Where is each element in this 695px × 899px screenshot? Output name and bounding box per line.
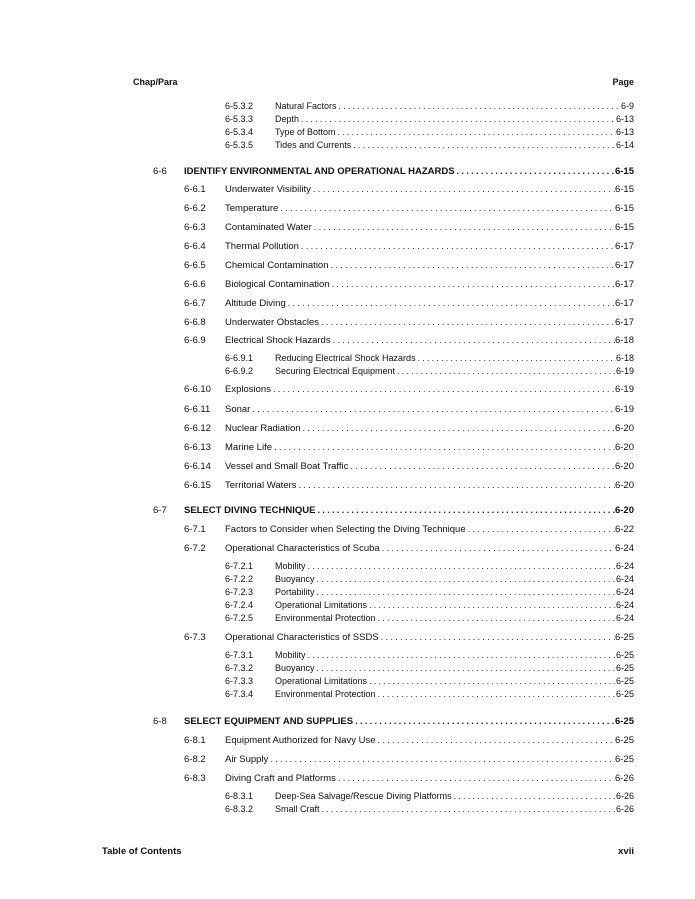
toc-entry[interactable] (184, 422, 634, 435)
toc-entry[interactable] (225, 139, 634, 151)
toc-entry-title: IDENTIFY ENVIRONMENTAL AND OPERATIONAL HAZARDS (184, 166, 455, 177)
dot-leader (338, 772, 615, 785)
toc-entry-page: 6-19 (614, 404, 634, 415)
dot-leader (331, 259, 615, 272)
toc-entry-page: 6-15 (614, 184, 634, 195)
toc-entry-page: 6-18 (614, 335, 634, 346)
toc-entry[interactable] (153, 504, 634, 517)
toc-entry[interactable] (184, 403, 634, 416)
toc-entry-title: Buoyancy (275, 663, 315, 673)
dot-leader (298, 479, 615, 492)
toc-entry[interactable] (225, 675, 634, 687)
toc-entry-title: SELECT DIVING TECHNIQUE (184, 505, 316, 516)
toc-entry[interactable] (184, 240, 634, 253)
toc-entry-number: 6-6.7 (184, 298, 206, 309)
toc-entry-title: Temperature (225, 203, 279, 214)
toc-entry-page: 6-25 (614, 754, 634, 765)
dot-leader (454, 790, 616, 802)
dot-leader (314, 221, 615, 234)
header-page: Page (612, 77, 634, 87)
toc-entry-page: 6-20 (614, 442, 634, 453)
toc-entry-number: 6-8.3.1 (225, 791, 254, 801)
toc-entry-number: 6-7.2.3 (225, 587, 254, 597)
toc-entry[interactable] (184, 542, 634, 555)
dot-leader (378, 734, 615, 747)
toc-entry-number: 6-6.5 (184, 260, 206, 271)
toc-entry-page: 6-25 (615, 650, 634, 660)
toc-entry-page: 6-17 (614, 317, 634, 328)
toc-entry-title: Equipment Authorized for Navy Use (225, 735, 376, 746)
dot-leader (313, 183, 615, 196)
toc-entry-title: Chemical Contamination (225, 260, 329, 271)
toc-entry-title: Explosions (225, 384, 271, 395)
dot-leader (270, 753, 615, 766)
toc-entry[interactable] (225, 586, 634, 598)
toc-entry-number: 6-6.9 (184, 335, 206, 346)
toc-entry[interactable] (225, 790, 634, 802)
toc-entry[interactable] (184, 297, 634, 310)
toc-entry-title: Operational Characteristics of Scuba (225, 543, 380, 554)
toc-entry[interactable] (184, 202, 634, 215)
toc-entry-title: Tides and Currents (275, 140, 352, 150)
toc-entry-page: 6-20 (614, 461, 634, 472)
toc-entry-number: 6-5.3.4 (225, 127, 254, 137)
dot-leader (332, 278, 615, 291)
toc-entry[interactable] (184, 753, 634, 766)
toc-entry-number: 6-7.2.4 (225, 600, 254, 610)
toc-entry[interactable] (225, 573, 634, 585)
toc-entry[interactable] (225, 113, 634, 125)
toc-entry-title: Environmental Protection (275, 689, 376, 699)
toc-entry-number: 6-7 (153, 505, 167, 516)
dot-leader (274, 441, 615, 454)
dot-leader (353, 139, 616, 151)
toc-entry-number: 6-6.1 (184, 184, 206, 195)
toc-entry-page: 6-24 (615, 574, 634, 584)
toc-entry-number: 6-7.1 (184, 524, 206, 535)
toc-entry-title: Biological Contamination (225, 279, 330, 290)
dot-leader (308, 649, 616, 661)
toc-entry-page: 6-25 (615, 689, 634, 699)
toc-entry-number: 6-6.13 (184, 442, 211, 453)
toc-entry-page: 6-14 (615, 140, 634, 150)
dot-leader (369, 675, 616, 687)
toc-entry[interactable] (225, 662, 634, 674)
toc-entry-title: Operational Characteristics of SSDS (225, 632, 379, 643)
toc-entry-number: 6-6.6 (184, 279, 206, 290)
toc-entry-title: Vessel and Small Boat Traffic (225, 461, 349, 472)
toc-entry-number: 6-7.3.4 (225, 689, 254, 699)
toc-entry[interactable] (225, 100, 634, 112)
toc-entry-page: 6-17 (614, 279, 634, 290)
dot-leader (369, 599, 616, 611)
toc-entry-title: Operational Limitations (275, 676, 368, 686)
toc-entry-page: 6-19 (615, 366, 634, 376)
toc-entry-number: 6-7.2.1 (225, 561, 254, 571)
toc-entry-page: 6-25 (614, 716, 634, 727)
toc-entry-number: 6-7.2.2 (225, 574, 254, 584)
toc-entry-page: 6-15 (614, 222, 634, 233)
toc-entry-page: 6-9 (620, 101, 634, 111)
dot-leader (288, 297, 615, 310)
toc-entry-page: 6-25 (614, 632, 634, 643)
toc-entry[interactable] (184, 278, 634, 291)
toc-entry[interactable] (225, 599, 634, 611)
dot-leader (252, 403, 615, 416)
toc-entry-title: Diving Craft and Platforms (225, 773, 336, 784)
toc-entry-title: Mobility (275, 650, 306, 660)
toc-entry-page: 6-15 (614, 166, 634, 177)
toc-entry-title: Type of Bottom (275, 127, 336, 137)
header-chap-para: Chap/Para (133, 77, 178, 87)
toc-entry-number: 6-7.2 (184, 543, 206, 554)
toc-entry[interactable] (184, 479, 634, 492)
toc-entry-title: Underwater Obstacles (225, 317, 319, 328)
toc-entry-title: Natural Factors (275, 101, 337, 111)
toc-entry-number: 6-6.8 (184, 317, 206, 328)
toc-entry-page: 6-17 (614, 298, 634, 309)
toc-entry-number: 6-6.4 (184, 241, 206, 252)
toc-entry-number: 6-6.15 (184, 480, 211, 491)
toc-entry-number: 6-6.12 (184, 423, 211, 434)
toc-entry-page: 6-24 (615, 561, 634, 571)
toc-entry-page: 6-25 (614, 735, 634, 746)
toc-entry-number: 6-6.3 (184, 222, 206, 233)
dot-leader (381, 631, 615, 644)
toc-entry[interactable] (225, 612, 634, 624)
toc-entry-title: Buoyancy (275, 574, 315, 584)
toc-entry-title: Small Craft (275, 804, 320, 814)
toc-entry[interactable] (225, 352, 634, 364)
toc-entry-number: 6-6.11 (184, 404, 211, 415)
toc-entry-number: 6-7.3.1 (225, 650, 254, 660)
toc-entry-title: Portability (275, 587, 315, 597)
toc-entry-page: 6-26 (614, 773, 634, 784)
toc-entry[interactable] (184, 631, 634, 644)
toc-entry-title: Depth (275, 114, 300, 124)
toc-entry-number: 6-6.9.2 (225, 366, 254, 376)
toc-entry[interactable] (225, 365, 634, 377)
toc-entry-title: Sonar (225, 404, 251, 415)
toc-entry[interactable] (184, 523, 634, 536)
toc-entry-title: Operational Limitations (275, 600, 368, 610)
toc-entry-title: Underwater Visibility (225, 184, 311, 195)
toc-entry-page: 6-13 (615, 114, 634, 124)
toc-entry[interactable] (153, 165, 634, 178)
toc-entry[interactable] (184, 221, 634, 234)
dot-leader (333, 334, 615, 347)
dot-leader (397, 365, 616, 377)
toc-entry-number: 6-8 (153, 716, 167, 727)
toc-entry-title: Air Supply (225, 754, 269, 765)
toc-entry-number: 6-8.3 (184, 773, 206, 784)
dot-leader (378, 612, 616, 624)
toc-entry-number: 6-7.3 (184, 632, 206, 643)
toc-entry[interactable] (225, 126, 634, 138)
toc-entry-number: 6-5.3.5 (225, 140, 254, 150)
dot-leader (317, 586, 616, 598)
toc-entry[interactable] (184, 383, 634, 396)
toc-entry-page: 6-24 (615, 613, 634, 623)
dot-leader (317, 573, 616, 585)
dot-leader (301, 113, 616, 125)
footer-title: Table of Contents (102, 846, 182, 857)
toc-entry-title: SELECT EQUIPMENT AND SUPPLIES (184, 716, 354, 727)
dot-leader (301, 240, 615, 253)
toc-entry[interactable] (184, 441, 634, 454)
toc-entry-number: 6-6 (153, 166, 167, 177)
toc-entry-title: Altitude Diving (225, 298, 286, 309)
toc-entry-title: Environmental Protection (275, 613, 376, 623)
dot-leader (338, 126, 616, 138)
toc-entry[interactable] (225, 560, 634, 572)
toc-entry-number: 6-5.3.2 (225, 101, 254, 111)
toc-entry-number: 6-8.2 (184, 754, 206, 765)
toc-entry-page: 6-26 (615, 791, 634, 801)
toc-entry-title: Reducing Electrical Shock Hazards (275, 353, 416, 363)
toc-entry-page: 6-20 (614, 480, 634, 491)
toc-entry-page: 6-26 (615, 804, 634, 814)
toc-entry[interactable] (184, 316, 634, 329)
toc-entry-title: Thermal Pollution (225, 241, 299, 252)
toc-entry[interactable] (184, 259, 634, 272)
toc-entry-page: 6-20 (614, 505, 634, 516)
toc-entry-page: 6-25 (615, 663, 634, 673)
toc-entry[interactable] (225, 649, 634, 661)
dot-leader (339, 100, 621, 112)
dot-leader (418, 352, 616, 364)
toc-entry-page: 6-22 (614, 524, 634, 535)
toc-entry[interactable] (184, 734, 634, 747)
toc-entry-number: 6-8.3.2 (225, 804, 254, 814)
toc-entry-page: 6-13 (615, 127, 634, 137)
toc-entry[interactable] (225, 688, 634, 700)
toc-entry-title: Marine Life (225, 442, 272, 453)
toc-entry-title: Nuclear Radiation (225, 423, 301, 434)
toc-entry-number: 6-7.3.2 (225, 663, 254, 673)
dot-leader (355, 715, 615, 728)
dot-leader (317, 662, 616, 674)
toc-entry[interactable] (184, 334, 634, 347)
toc-entry-number: 6-6.14 (184, 461, 211, 472)
toc-entry-title: Territorial Waters (225, 480, 297, 491)
dot-leader (350, 460, 615, 473)
toc-entry-page: 6-24 (615, 600, 634, 610)
toc-entry-number: 6-7.3.3 (225, 676, 254, 686)
toc-entry[interactable] (184, 460, 634, 473)
toc-entry[interactable] (184, 772, 634, 785)
dot-leader (468, 523, 615, 536)
toc-entry-page: 6-17 (614, 241, 634, 252)
toc-entry-number: 6-6.10 (184, 384, 211, 395)
toc-entry[interactable] (184, 183, 634, 196)
toc-entry-page: 6-20 (614, 423, 634, 434)
toc-entry-title: Electrical Shock Hazards (225, 335, 331, 346)
toc-entry-number: 6-5.3.3 (225, 114, 254, 124)
toc-entry-page: 6-25 (615, 676, 634, 686)
footer-page-number: xvii (618, 846, 634, 857)
toc-entry-number: 6-7.2.5 (225, 613, 254, 623)
toc-entry-page: 6-24 (615, 587, 634, 597)
toc-entry-number: 6-6.2 (184, 203, 206, 214)
toc-entry-title: Factors to Consider when Selecting the Diving Technique (225, 524, 466, 535)
dot-leader (308, 560, 616, 572)
toc-entry-title: Contaminated Water (225, 222, 312, 233)
toc-entry-page: 6-19 (614, 384, 634, 395)
dot-leader (317, 504, 615, 517)
toc-entry-page: 6-18 (615, 353, 634, 363)
toc-entry[interactable] (153, 715, 634, 728)
dot-leader (303, 422, 615, 435)
dot-leader (378, 688, 616, 700)
toc-entry-title: Mobility (275, 561, 306, 571)
dot-leader (321, 316, 615, 329)
dot-leader (322, 803, 616, 815)
toc-entry-number: 6-6.9.1 (225, 353, 254, 363)
dot-leader (457, 165, 615, 178)
toc-entry-page: 6-24 (614, 543, 634, 554)
toc-entry-page: 6-15 (614, 203, 634, 214)
dot-leader (382, 542, 615, 555)
toc-entry-page: 6-17 (614, 260, 634, 271)
dot-leader (280, 202, 615, 215)
toc-entry-title: Deep-Sea Salvage/Rescue Diving Platforms (275, 791, 452, 801)
toc-entry-title: Securing Electrical Equipment (275, 366, 396, 376)
toc-entry-number: 6-8.1 (184, 735, 206, 746)
toc-entry[interactable] (225, 803, 634, 815)
dot-leader (273, 383, 615, 396)
